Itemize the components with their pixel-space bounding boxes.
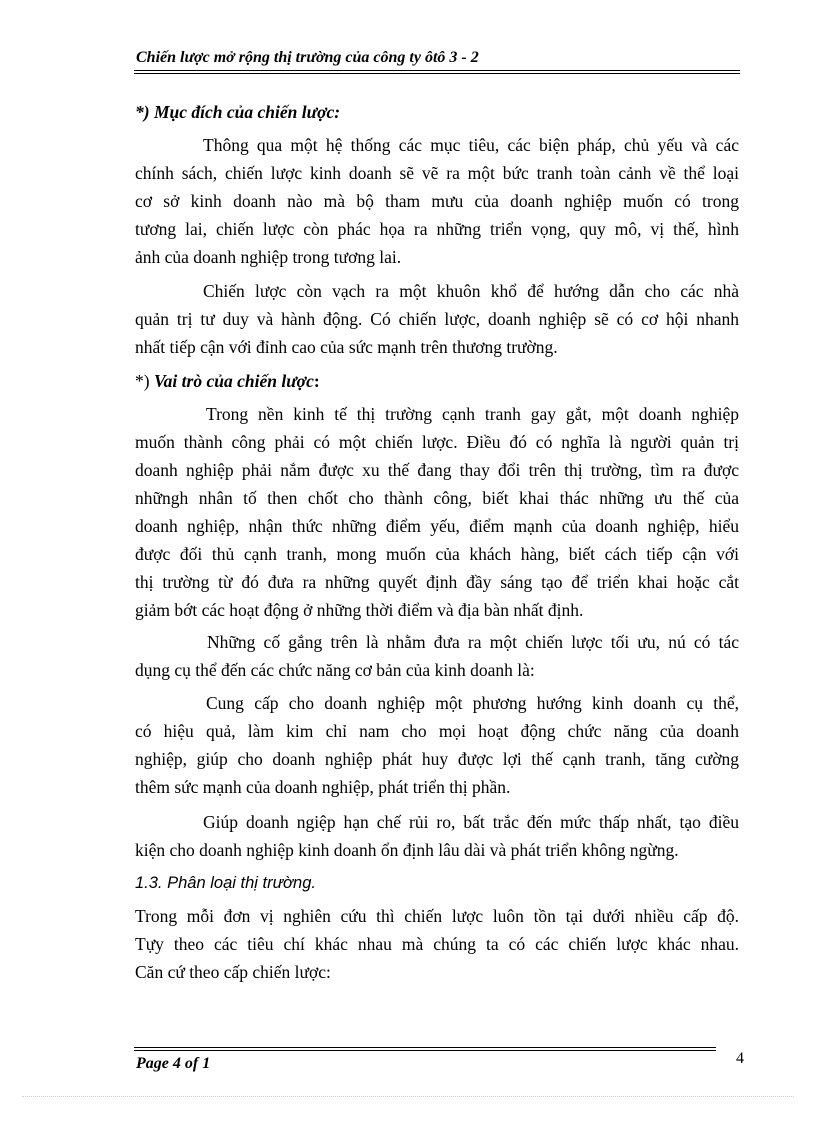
paragraph-line: Chiến lược còn vạch ra một khuôn khổ để hướng dẫn cho các nhà: [203, 281, 739, 301]
role-paragraph-3: [135, 689, 739, 801]
paragraph-line: kiện cho doanh nghiệp kinh doanh ổn định lâu dài và phát triển không ngừng.: [135, 840, 679, 860]
footer-rule-top: [134, 1047, 716, 1048]
paragraph-line: ảnh của doanh nghiệp trong tương lai.: [135, 247, 402, 267]
paragraph-line: tương lai, chiến lược còn phác họa ra những triển vọng, quy mô, vị thế, hình: [135, 219, 739, 239]
section-heading-1-3: 1.3. Phân loại thị trường.: [135, 874, 316, 892]
paragraph-line: chính sách, chiến lược kinh doanh sẽ vẽ ra một bức tranh toàn cảnh về thể loại: [135, 163, 739, 183]
header-rule-top: [134, 70, 740, 71]
purpose-heading: [135, 98, 340, 126]
role-paragraph-1: [135, 400, 739, 624]
footer-rule-bottom: [134, 1050, 716, 1051]
purpose-heading-text: *) Mục đích của chiến lược:: [135, 102, 341, 122]
paragraph-line: muốn thành công phải có một chiến lược. Điều đó có nghĩa là người quản trị: [135, 432, 739, 452]
role-heading-title: Vai trò của chiến lược: [153, 371, 314, 391]
page-bottom-dotted-divider: [22, 1096, 794, 1097]
paragraph-line: cơ sở kinh doanh nào mà bộ tham mưu của doanh nghiệp muốn có trong: [135, 191, 739, 211]
role-paragraph-4: [135, 808, 739, 864]
paragraph-line: nghiệp, giúp cho doanh nghiệp phát huy được lợi thế cạnh tranh, tăng cường: [135, 749, 739, 769]
paragraph-line: doanh nghiệp phải nắm được xu thế đang thay đổi trên thị trường, tìm ra được: [135, 460, 739, 480]
purpose-paragraph-1: [135, 131, 739, 271]
paragraph-line: Trong mỗi đơn vị nghiên cứu thì chiến lược luôn tồn tại dưới nhiều cấp độ.: [135, 906, 739, 926]
paragraph-line: Căn cứ theo cấp chiến lược:: [135, 962, 331, 982]
role-heading-colon: :: [313, 371, 320, 391]
paragraph-line: nhữngh nhân tố then chốt cho thành công, biết khai thác những ưu thế của: [135, 488, 739, 508]
paragraph-line: thêm sức mạnh của doanh nghiệp, phát triển thị phần.: [135, 777, 511, 797]
role-paragraph-2: [135, 628, 739, 684]
paragraph-line: Cung cấp cho doanh nghiệp một phương hướng kinh doanh cụ thể,: [206, 693, 739, 713]
paragraph-line: doanh nghiệp, nhận thức những điểm yếu, điểm mạnh của doanh nghiệp, hiểu: [135, 516, 739, 536]
classification-paragraph: [135, 902, 739, 986]
paragraph-line: Tựy theo các tiêu chí khác nhau mà chúng ta có các chiến lược khác nhau.: [135, 934, 739, 954]
paragraph-line: nhất tiếp cận với đỉnh cao của sức mạnh trên thương trường.: [135, 337, 558, 357]
role-heading-prefix: *): [135, 371, 154, 391]
role-heading: [135, 367, 320, 395]
paragraph-line: Giúp doanh ngiệp hạn chế rủi ro, bất trắc đến mức thấp nhất, tạo điều: [203, 812, 739, 832]
running-header-title: Chiến lược mở rộng thị trường của công ty ôtô 3 - 2: [136, 49, 479, 66]
purpose-paragraph-2: [135, 277, 739, 361]
paragraph-line: Trong nền kinh tế thị trường cạnh tranh gay gắt, một doanh nghiệp: [206, 404, 739, 424]
footer-page-number: 4: [736, 1050, 744, 1067]
footer-page-label: Page 4 of 1: [136, 1055, 211, 1072]
header-rule-bottom: [134, 73, 740, 74]
paragraph-line: Những cố gắng trên là nhằm đưa ra một chiến lược tối ưu, nú có tác: [207, 632, 739, 652]
paragraph-line: được đối thủ cạnh tranh, mong muốn của khách hàng, biết cách tiếp cận với: [135, 544, 739, 564]
paragraph-line: dụng cụ thể đến các chức năng cơ bản của kinh doanh là:: [135, 660, 535, 680]
paragraph-line: có hiệu quả, làm kim chỉ nam cho mọi hoạt động chức năng của doanh: [135, 721, 739, 741]
paragraph-line: giảm bớt các hoạt động ở những thời điểm và địa bàn nhất định.: [135, 600, 584, 620]
paragraph-line: Thông qua một hệ thống các mục tiêu, các biện pháp, chủ yếu và các: [203, 135, 739, 155]
paragraph-line: quản trị tư duy và hành động. Có chiến lược, doanh nghiệp sẽ có cơ hội nhanh: [135, 309, 739, 329]
paragraph-line: thị trường từ đó đưa ra những quyết định đầy sáng tạo để triển khai hoặc cắt: [135, 572, 739, 592]
